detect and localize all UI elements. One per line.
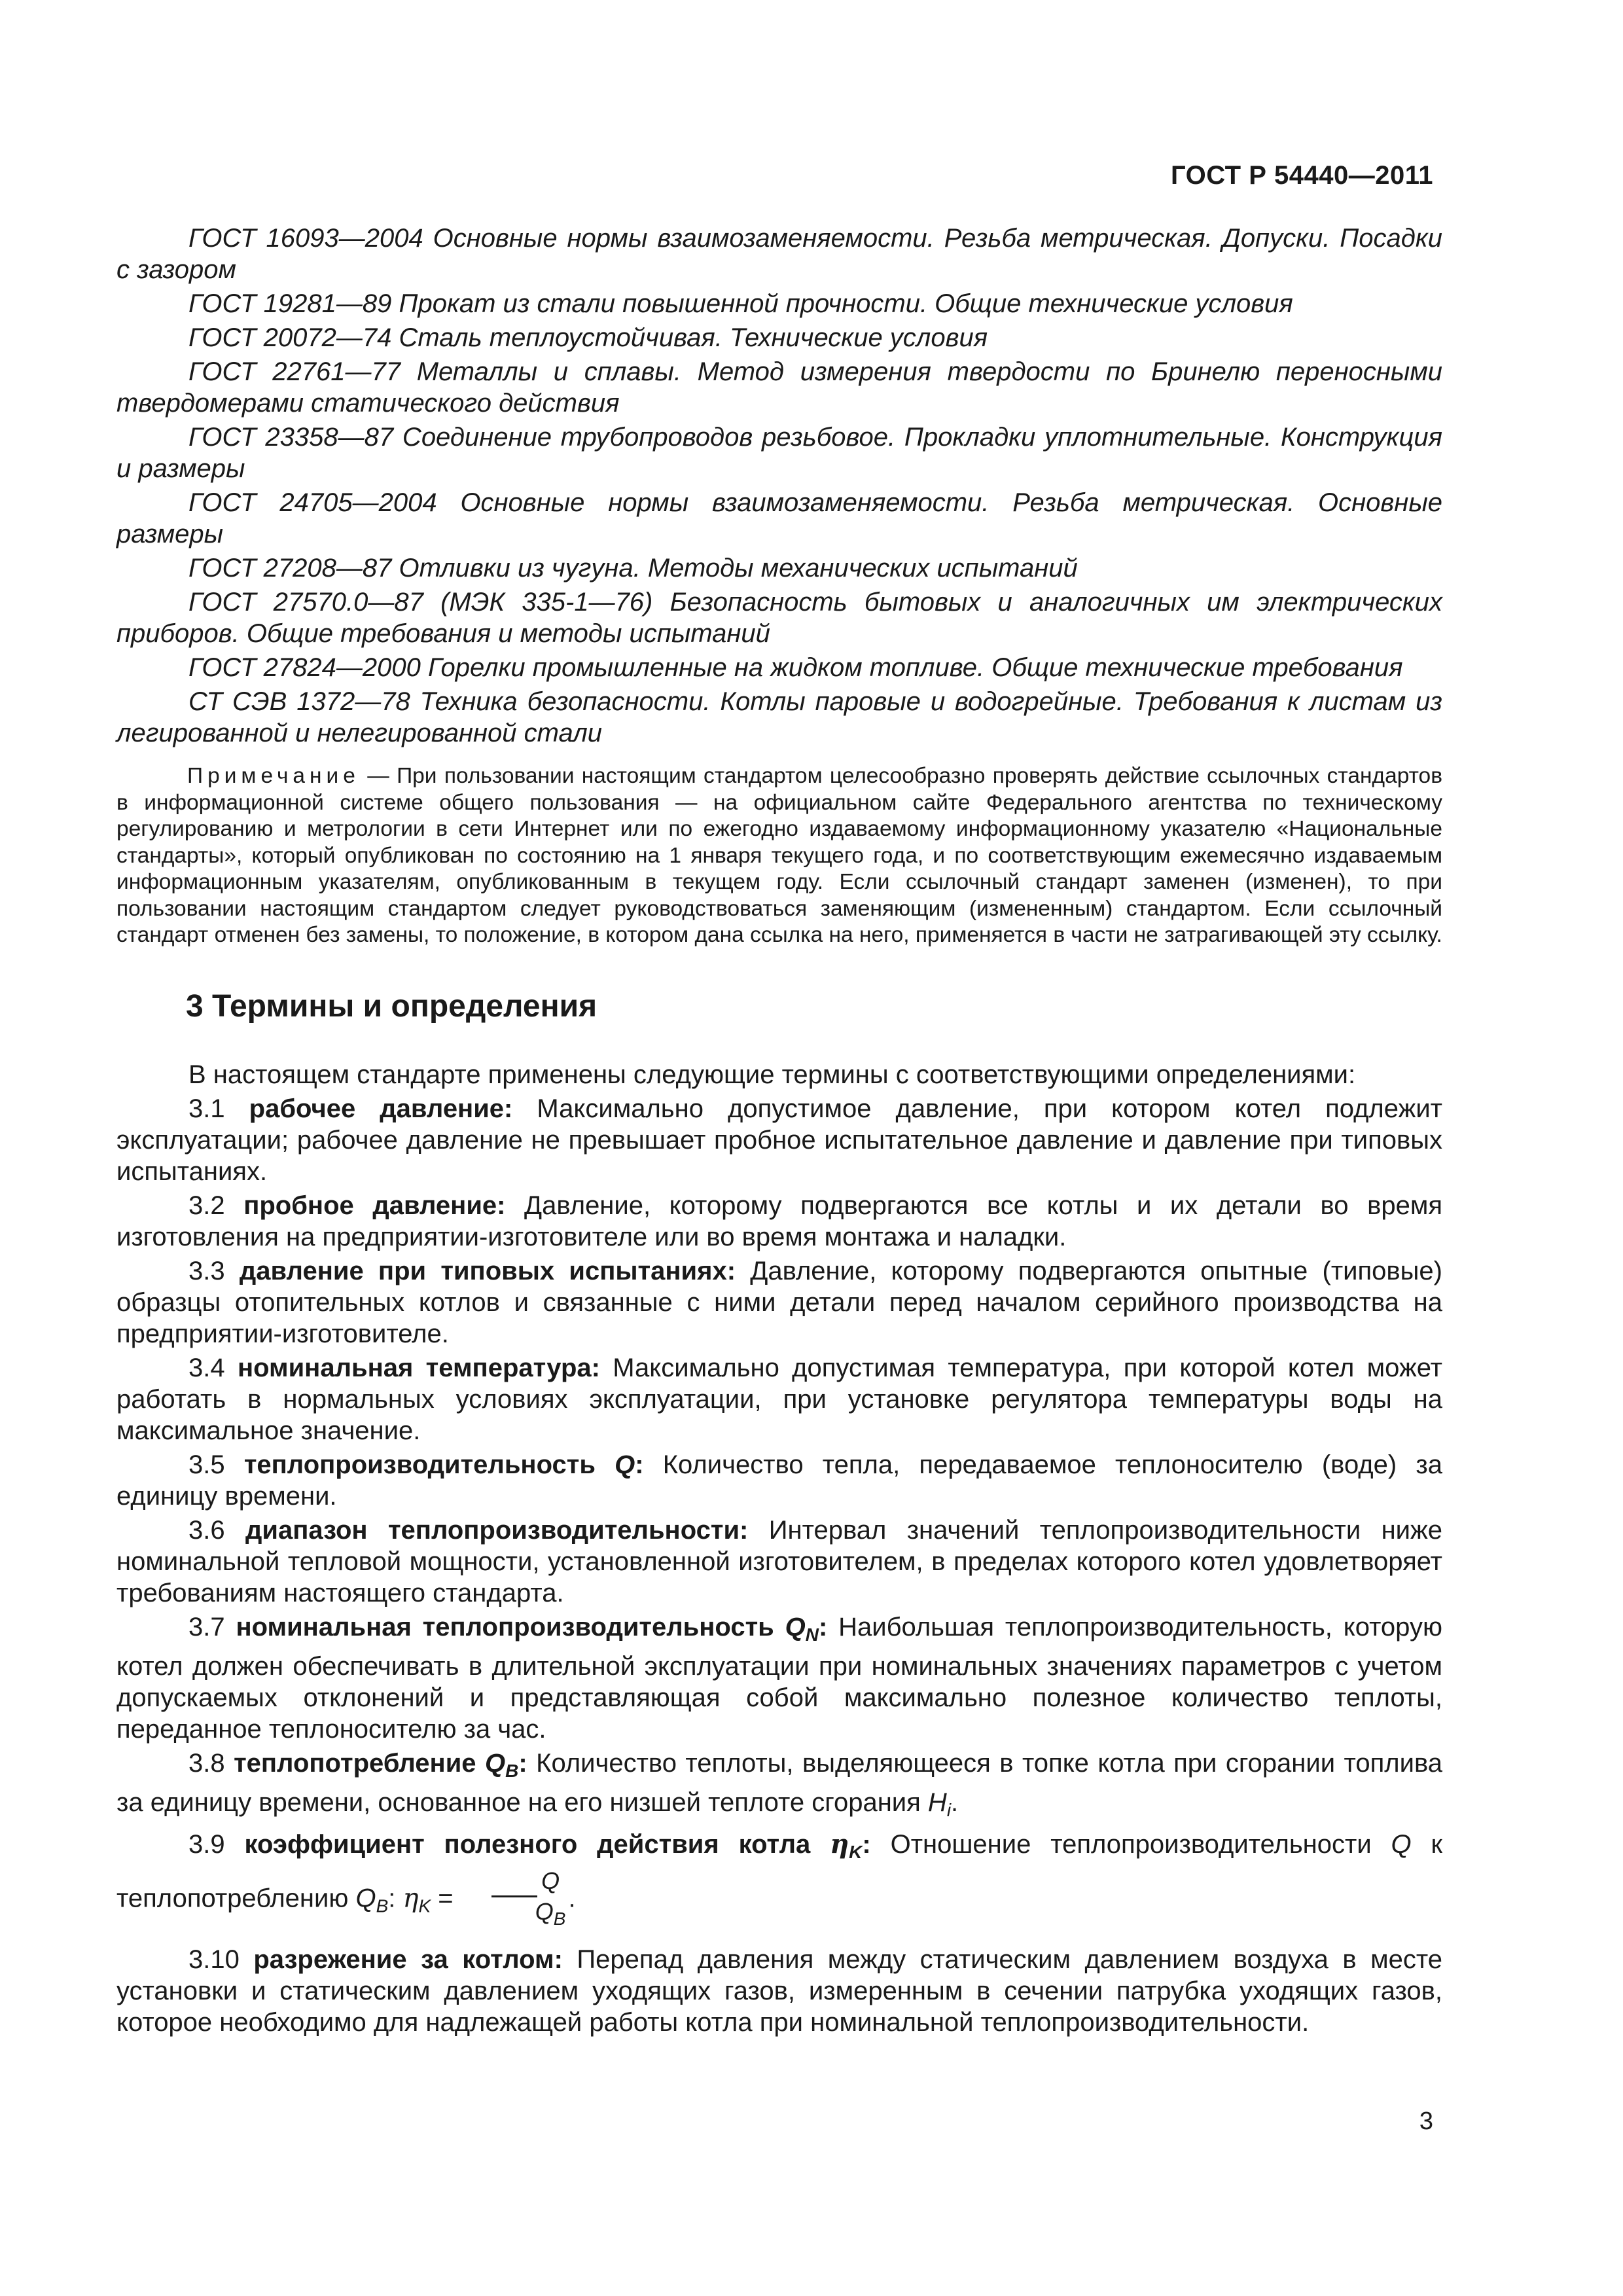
eta-subscript: K [418,1895,431,1916]
term-definition [116,1352,1442,1446]
term-symbol-subscript: B [505,1760,519,1781]
term-text: к теплопотреблению [116,1829,1442,1913]
heating-value-symbol: H [927,1787,947,1817]
term-text: Интервал значений теплопроизводительности ниже номинальной тепловой мощности, установленной изготовителем, в пределах которого котел удовлетворяет требованиям настоящего стандарта. [116,1515,1443,1607]
term-definition [116,1515,1442,1609]
reference-item: ГОСТ 19281—89 Прокат из стали повышенной прочности. Общие технические условия [188,289,1293,318]
note-label: Примечание [187,764,360,788]
term-name: теплопроизводительность [243,1450,596,1479]
term-name: давление при типовых испытаниях: [239,1256,736,1285]
qb-subscript: B [376,1895,389,1916]
term-colon: : [862,1829,871,1859]
reference-item: ГОСТ 22761—77 Металлы и сплавы. Метод измерения твердости по Бринелю переносными твердомерами статического действия [116,357,1442,418]
term-text: Отношение теплопроизводительности [870,1829,1391,1859]
term-colon: : [635,1450,644,1479]
term-colon: : [818,1612,828,1641]
term-symbol: Q [615,1450,635,1479]
term-symbol: Q [485,1748,506,1778]
reference-item: ГОСТ 16093—2004 Основные нормы взаимозаменяемости. Резьба метрическая. Допуски. Посадки с зазором [116,224,1442,284]
term-name: пробное давление: [243,1191,506,1220]
formula-separator: : [388,1884,403,1913]
term-definition [116,1255,1442,1350]
term-end-punctuation: . [951,1787,959,1817]
term-name: диапазон теплопроизводительности: [245,1515,749,1545]
reference-item: ГОСТ 23358—87 Соединение трубопроводов резьбовое. Прокладки уплотнительные. Конструкция и размеры [116,423,1442,483]
reference-item: СТ СЭВ 1372—78 Техника безопасности. Котлы паровые и водогрейные. Требования к листам из легированной и нелегированной стали [116,687,1442,747]
page-content [116,223,1442,2038]
term-number: 3.3 [188,1256,225,1285]
term-number: 3.4 [188,1353,225,1382]
qb-symbol: Q [355,1884,376,1913]
denominator-subscript: B [553,1908,566,1929]
term-name: номинальная теплопроизводительность [236,1612,774,1641]
section-intro: В настоящем стандарте применены следующие термины с соответствующими определениями: [188,1060,1356,1089]
term-number: 3.6 [188,1515,225,1545]
term-number: 3.10 [188,1945,240,1974]
efficiency-fraction [463,1868,566,1932]
equals-sign: = [431,1884,461,1913]
normative-references-list [116,223,1442,749]
term-text: Давление, которому подвергаются опытные (типовые) образцы отопительных котлов и связанные с ними детали перед началом серийного производства на предприятии-изготовителе. [116,1256,1442,1348]
document-id-header: ГОСТ Р 54440—2011 [1171,161,1433,190]
term-definition [116,1611,1442,1745]
term-definition [116,1449,1442,1512]
term-number: 3.2 [188,1191,225,1220]
q-symbol: Q [1391,1829,1412,1859]
term-name: теплопотребление [234,1748,476,1778]
term-number: 3.5 [188,1450,225,1479]
page-number: 3 [1419,2108,1433,2135]
term-number: 3.1 [188,1094,225,1123]
term-definition [116,1944,1442,2038]
section-heading: 3 Термины и определения [186,988,597,1024]
term-definition-with-formula [116,1829,1442,1932]
term-definition [116,1748,1442,1826]
term-text: Перепад давления между статическим давлением воздуха в месте установки и статическим давлением уходящих газов, измеренным в сечении патрубка уходящих газов, которое необходимо для надлежащей работы котла при номинальной теплопроизводительности. [116,1945,1442,2037]
term-text: Количество теплоты, выделяющееся в топке котла при сгорании топлива за единицу времени, основанное на его низшей теплоте сгорания [116,1748,1442,1817]
reference-item: ГОСТ 27570.0—87 (МЭК 335-1—76) Безопасность бытовых и аналогичных им электрических приборов. Общие требования и методы испытаний [116,588,1442,648]
term-text: Давление, которому подвергаются все котлы и их детали во время изготовления на предприятии-изготовителе или во время монтажа и наладки. [116,1191,1442,1251]
term-symbol: Q [785,1612,806,1641]
fraction-denominator [463,1899,566,1932]
term-definition [116,1829,1442,1932]
term-colon: : [518,1748,527,1778]
term-text: Максимально допустимое давление, при котором котел подлежит эксплуатации; рабочее давление не превышает пробное испытательное давление и давление при типовых испытаниях. [116,1094,1442,1186]
reference-item: ГОСТ 20072—74 Сталь теплоустойчивая. Технические условия [188,323,988,352]
term-name: рабочее давление: [249,1094,513,1123]
term-name: разрежение за котлом: [253,1945,563,1974]
term-symbol-subscript: N [805,1624,819,1645]
denominator-symbol: Q [535,1897,554,1925]
term-number: 3.8 [188,1748,225,1778]
term-number: 3.9 [188,1829,225,1859]
term-definition [116,1190,1442,1253]
note-paragraph [116,763,1442,949]
fraction-bar [491,1895,537,1897]
term-text: Количество тепла, передаваемое теплоносителю (воде) за единицу времени. [116,1450,1442,1511]
term-symbol-subscript: K [849,1841,863,1862]
reference-item: ГОСТ 27824—2000 Горелки промышленные на жидком топливе. Общие технические требования [188,653,1403,682]
eta-symbol: η [830,1828,849,1859]
heating-value-subscript: i [946,1799,952,1820]
formula-end-punctuation: . [568,1884,576,1913]
reference-item: ГОСТ 27208—87 Отливки из чугуна. Методы механических испытаний [188,554,1078,583]
fraction-numerator: Q [541,1867,560,1894]
term-text: Наибольшая теплопроизводительность, которую котел должен обеспечивать в длительной эксплуатации при номинальных значениях параметров с учетом допускаемых отклонений и представляющая собой максимально полезное количество теплоты, переданное теплоносителю за час. [116,1612,1442,1744]
term-text: Максимально допустимая температура, при которой котел может работать в нормальных условиях эксплуатации, при установке регулятора температуры воды на максимальное значение. [116,1353,1442,1445]
term-name: номинальная температура: [237,1353,600,1382]
eta-symbol: η [402,1883,419,1914]
term-number: 3.7 [188,1612,225,1641]
reference-item: ГОСТ 24705—2004 Основные нормы взаимозаменяемости. Резьба метрическая. Основные размеры [116,488,1442,548]
note-text: — При пользовании настоящим стандартом целесообразно проверять действие ссылочных стандартов в информационной системе общего пользования — на официальном сайте Федерального агентства по техническому регулированию и метрологии в сети Интернет или по ежегодно издаваемому информационному указателю «Национальные стандарты», который опубликован по состоянию на 1 января текущего года, и по соответствующим ежемесячно издаваемым информационным указателям, опубликованным в текущем году. Если ссылочный стандарт заменен (изменен), то при пользовании настоящим стандартом следует руководствоваться заменяющим (измененным) стандартом. Если ссылочный стандарт отменен без замены, то положение, в котором дана ссылка на него, применяется в части не затрагивающей эту ссылку. [116,764,1442,947]
term-name: коэффициент полезного действия котла [244,1829,811,1859]
term-definition [116,1093,1442,1187]
